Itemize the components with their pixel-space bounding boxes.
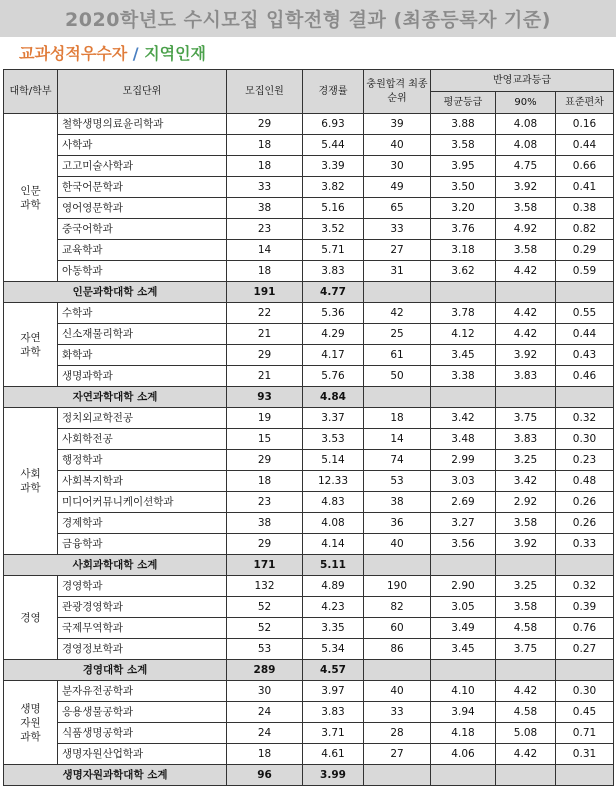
subtotal-empty — [364, 387, 431, 408]
ratio: 5.36 — [303, 303, 364, 324]
std-dev: 0.26 — [556, 513, 614, 534]
unit-name: 신소재물리학과 — [58, 324, 227, 345]
p90-grade: 3.75 — [496, 639, 556, 660]
avg-grade: 3.50 — [431, 177, 496, 198]
ratio: 4.14 — [303, 534, 364, 555]
final-rank: 33 — [364, 702, 431, 723]
table-row — [4, 702, 614, 723]
subtotal-empty — [556, 282, 614, 303]
college-name: 사회 과학 — [4, 408, 58, 555]
subtotal-empty — [496, 660, 556, 681]
std-dev: 0.16 — [556, 114, 614, 135]
subtotal-empty — [496, 387, 556, 408]
ratio: 3.37 — [303, 408, 364, 429]
quota: 30 — [227, 681, 303, 702]
p90-grade: 3.58 — [496, 240, 556, 261]
page-title: 2020학년도 수시모집 입학전형 결과 (최종등록자 기준) — [65, 9, 551, 31]
table-row — [4, 261, 614, 282]
ratio: 3.39 — [303, 156, 364, 177]
ratio: 5.34 — [303, 639, 364, 660]
avg-grade: 3.03 — [431, 471, 496, 492]
final-rank: 14 — [364, 429, 431, 450]
ratio: 3.83 — [303, 702, 364, 723]
ratio: 4.08 — [303, 513, 364, 534]
std-dev: 0.55 — [556, 303, 614, 324]
ratio: 4.23 — [303, 597, 364, 618]
unit-name: 중국어학과 — [58, 219, 227, 240]
subtotal-row — [4, 282, 614, 303]
subtotal-empty — [556, 555, 614, 576]
avg-grade: 3.62 — [431, 261, 496, 282]
quota: 23 — [227, 219, 303, 240]
final-rank: 49 — [364, 177, 431, 198]
subtotal-empty — [364, 555, 431, 576]
quota: 18 — [227, 744, 303, 765]
ratio: 5.14 — [303, 450, 364, 471]
p90-grade: 3.25 — [496, 450, 556, 471]
final-rank: 33 — [364, 219, 431, 240]
college-name: 인문 과학 — [4, 114, 58, 282]
table-row — [4, 513, 614, 534]
header-college: 대학/학부 — [4, 70, 58, 114]
unit-name: 화학과 — [58, 345, 227, 366]
unit-name: 미디어커뮤니케이션학과 — [58, 492, 227, 513]
subtotal-quota: 289 — [227, 660, 303, 681]
avg-grade: 2.99 — [431, 450, 496, 471]
table-header — [4, 70, 614, 114]
table-row — [4, 681, 614, 702]
unit-name: 경영정보학과 — [58, 639, 227, 660]
table-row — [4, 114, 614, 135]
subtotal-quota: 191 — [227, 282, 303, 303]
table-row — [4, 156, 614, 177]
ratio: 6.93 — [303, 114, 364, 135]
table-row — [4, 618, 614, 639]
avg-grade: 3.56 — [431, 534, 496, 555]
quota: 23 — [227, 492, 303, 513]
unit-name: 정치외교학전공 — [58, 408, 227, 429]
std-dev: 0.59 — [556, 261, 614, 282]
unit-name: 영어영문학과 — [58, 198, 227, 219]
p90-grade: 3.58 — [496, 198, 556, 219]
table-row — [4, 324, 614, 345]
quota: 24 — [227, 702, 303, 723]
p90-grade: 4.08 — [496, 114, 556, 135]
std-dev: 0.48 — [556, 471, 614, 492]
table-row — [4, 177, 614, 198]
subtotal-empty — [364, 765, 431, 786]
std-dev: 0.82 — [556, 219, 614, 240]
table-row — [4, 240, 614, 261]
table-row — [4, 723, 614, 744]
quota: 38 — [227, 198, 303, 219]
quota: 29 — [227, 114, 303, 135]
std-dev: 0.30 — [556, 681, 614, 702]
table-row — [4, 597, 614, 618]
subtotal-empty — [431, 765, 496, 786]
std-dev: 0.23 — [556, 450, 614, 471]
final-rank: 86 — [364, 639, 431, 660]
unit-name: 사회복지학과 — [58, 471, 227, 492]
quota: 21 — [227, 366, 303, 387]
quota: 53 — [227, 639, 303, 660]
std-dev: 0.66 — [556, 156, 614, 177]
final-rank: 25 — [364, 324, 431, 345]
final-rank: 40 — [364, 135, 431, 156]
subtotal-quota: 93 — [227, 387, 303, 408]
table-row — [4, 576, 614, 597]
unit-name: 응용생물공학과 — [58, 702, 227, 723]
unit-name: 고고미술사학과 — [58, 156, 227, 177]
p90-grade: 2.92 — [496, 492, 556, 513]
ratio: 12.33 — [303, 471, 364, 492]
unit-name: 아동학과 — [58, 261, 227, 282]
final-rank: 60 — [364, 618, 431, 639]
std-dev: 0.31 — [556, 744, 614, 765]
avg-grade: 3.49 — [431, 618, 496, 639]
p90-grade: 4.92 — [496, 219, 556, 240]
final-rank: 42 — [364, 303, 431, 324]
ratio: 3.71 — [303, 723, 364, 744]
p90-grade: 4.08 — [496, 135, 556, 156]
subtotal-row — [4, 555, 614, 576]
p90-grade: 3.92 — [496, 177, 556, 198]
subtotal-quota: 96 — [227, 765, 303, 786]
p90-grade: 3.92 — [496, 534, 556, 555]
unit-name: 분자유전공학과 — [58, 681, 227, 702]
unit-name: 생명자원산업학과 — [58, 744, 227, 765]
quota: 18 — [227, 156, 303, 177]
subtotal-empty — [431, 555, 496, 576]
std-dev: 0.39 — [556, 597, 614, 618]
table-row — [4, 639, 614, 660]
table-row — [4, 366, 614, 387]
subtotal-label: 경영대학 소계 — [4, 660, 227, 681]
table-row — [4, 219, 614, 240]
p90-grade: 4.58 — [496, 618, 556, 639]
subtotal-empty — [556, 660, 614, 681]
std-dev: 0.43 — [556, 345, 614, 366]
ratio: 5.71 — [303, 240, 364, 261]
subtotal-ratio: 4.84 — [303, 387, 364, 408]
ratio: 3.83 — [303, 261, 364, 282]
avg-grade: 3.18 — [431, 240, 496, 261]
quota: 29 — [227, 345, 303, 366]
p90-grade: 3.25 — [496, 576, 556, 597]
quota: 24 — [227, 723, 303, 744]
subtotal-empty — [556, 765, 614, 786]
std-dev: 0.32 — [556, 408, 614, 429]
subtotal-row — [4, 765, 614, 786]
unit-name: 철학생명의료윤리학과 — [58, 114, 227, 135]
table-row — [4, 303, 614, 324]
p90-grade: 3.42 — [496, 471, 556, 492]
avg-grade: 3.38 — [431, 366, 496, 387]
unit-name: 수학과 — [58, 303, 227, 324]
results-table — [3, 69, 614, 786]
avg-grade: 3.48 — [431, 429, 496, 450]
subtotal-empty — [556, 387, 614, 408]
ratio: 4.89 — [303, 576, 364, 597]
final-rank: 36 — [364, 513, 431, 534]
subtotal-ratio: 5.11 — [303, 555, 364, 576]
ratio: 5.76 — [303, 366, 364, 387]
table-row — [4, 450, 614, 471]
std-dev: 0.71 — [556, 723, 614, 744]
table-row — [4, 744, 614, 765]
p90-grade: 4.42 — [496, 744, 556, 765]
std-dev: 0.41 — [556, 177, 614, 198]
p90-grade: 4.42 — [496, 681, 556, 702]
avg-grade: 3.45 — [431, 639, 496, 660]
table-row — [4, 492, 614, 513]
header-rank: 충원합격 최종순위 — [364, 70, 431, 114]
final-rank: 27 — [364, 744, 431, 765]
avg-grade: 3.78 — [431, 303, 496, 324]
quota: 29 — [227, 450, 303, 471]
p90-grade: 4.75 — [496, 156, 556, 177]
subtotal-empty — [431, 387, 496, 408]
final-rank: 82 — [364, 597, 431, 618]
unit-name: 관광경영학과 — [58, 597, 227, 618]
ratio: 3.53 — [303, 429, 364, 450]
subtotal-label: 인문과학대학 소계 — [4, 282, 227, 303]
final-rank: 39 — [364, 114, 431, 135]
college-name: 자연 과학 — [4, 303, 58, 387]
final-rank: 61 — [364, 345, 431, 366]
std-dev: 0.32 — [556, 576, 614, 597]
title-banner — [0, 0, 616, 37]
unit-name: 국제무역학과 — [58, 618, 227, 639]
unit-name: 교육학과 — [58, 240, 227, 261]
unit-name: 한국어문학과 — [58, 177, 227, 198]
unit-name: 경제학과 — [58, 513, 227, 534]
subtotal-empty — [431, 660, 496, 681]
quota: 22 — [227, 303, 303, 324]
avg-grade: 4.18 — [431, 723, 496, 744]
unit-name: 식품생명공학과 — [58, 723, 227, 744]
subtotal-row — [4, 660, 614, 681]
table-row — [4, 135, 614, 156]
final-rank: 28 — [364, 723, 431, 744]
subtotal-ratio: 4.57 — [303, 660, 364, 681]
subtotal-empty — [496, 765, 556, 786]
std-dev: 0.27 — [556, 639, 614, 660]
std-dev: 0.76 — [556, 618, 614, 639]
final-rank: 50 — [364, 366, 431, 387]
ratio: 5.44 — [303, 135, 364, 156]
ratio: 3.97 — [303, 681, 364, 702]
final-rank: 40 — [364, 681, 431, 702]
p90-grade: 4.42 — [496, 303, 556, 324]
p90-grade: 4.42 — [496, 324, 556, 345]
college-name: 경영 — [4, 576, 58, 660]
subtitle-part1: 교과성적우수자 — [19, 44, 128, 63]
p90-grade: 3.83 — [496, 366, 556, 387]
avg-grade: 3.95 — [431, 156, 496, 177]
quota: 33 — [227, 177, 303, 198]
quota: 18 — [227, 261, 303, 282]
subtotal-empty — [364, 660, 431, 681]
unit-name: 사회학전공 — [58, 429, 227, 450]
subtotal-ratio: 3.99 — [303, 765, 364, 786]
subtitle-separator: / — [127, 44, 145, 63]
table-row — [4, 345, 614, 366]
unit-name: 생명과학과 — [58, 366, 227, 387]
final-rank: 53 — [364, 471, 431, 492]
final-rank: 74 — [364, 450, 431, 471]
subtotal-label: 사회과학대학 소계 — [4, 555, 227, 576]
final-rank: 40 — [364, 534, 431, 555]
avg-grade: 4.06 — [431, 744, 496, 765]
avg-grade: 3.27 — [431, 513, 496, 534]
header-grade-group: 반영교과등급 — [431, 70, 614, 92]
ratio: 4.17 — [303, 345, 364, 366]
ratio: 5.16 — [303, 198, 364, 219]
final-rank: 190 — [364, 576, 431, 597]
unit-name: 금융학과 — [58, 534, 227, 555]
p90-grade: 3.83 — [496, 429, 556, 450]
subtotal-empty — [496, 555, 556, 576]
quota: 14 — [227, 240, 303, 261]
std-dev: 0.45 — [556, 702, 614, 723]
quota: 29 — [227, 534, 303, 555]
table-row — [4, 198, 614, 219]
quota: 52 — [227, 618, 303, 639]
ratio: 3.35 — [303, 618, 364, 639]
quota: 21 — [227, 324, 303, 345]
std-dev: 0.44 — [556, 324, 614, 345]
quota: 132 — [227, 576, 303, 597]
quota: 52 — [227, 597, 303, 618]
subtotal-empty — [431, 282, 496, 303]
subtotal-quota: 171 — [227, 555, 303, 576]
avg-grade: 2.69 — [431, 492, 496, 513]
subtotal-label: 생명자원과학대학 소계 — [4, 765, 227, 786]
header-std: 표준편차 — [556, 92, 614, 114]
final-rank: 18 — [364, 408, 431, 429]
p90-grade: 4.42 — [496, 261, 556, 282]
unit-name: 사학과 — [58, 135, 227, 156]
avg-grade: 3.76 — [431, 219, 496, 240]
p90-grade: 3.58 — [496, 513, 556, 534]
final-rank: 27 — [364, 240, 431, 261]
avg-grade: 4.10 — [431, 681, 496, 702]
p90-grade: 4.58 — [496, 702, 556, 723]
college-name: 생명 자원 과학 — [4, 681, 58, 765]
ratio: 3.52 — [303, 219, 364, 240]
avg-grade: 2.90 — [431, 576, 496, 597]
header-quota: 모집인원 — [227, 70, 303, 114]
unit-name: 행정학과 — [58, 450, 227, 471]
header-avg: 평균등급 — [431, 92, 496, 114]
avg-grade: 3.45 — [431, 345, 496, 366]
std-dev: 0.44 — [556, 135, 614, 156]
avg-grade: 3.58 — [431, 135, 496, 156]
unit-name: 경영학과 — [58, 576, 227, 597]
ratio: 4.29 — [303, 324, 364, 345]
header-p90: 90% — [496, 92, 556, 114]
quota: 18 — [227, 135, 303, 156]
ratio: 4.83 — [303, 492, 364, 513]
avg-grade: 4.12 — [431, 324, 496, 345]
header-ratio: 경쟁률 — [303, 70, 364, 114]
std-dev: 0.29 — [556, 240, 614, 261]
quota: 19 — [227, 408, 303, 429]
quota: 15 — [227, 429, 303, 450]
subtotal-empty — [364, 282, 431, 303]
std-dev: 0.26 — [556, 492, 614, 513]
p90-grade: 3.92 — [496, 345, 556, 366]
avg-grade: 3.05 — [431, 597, 496, 618]
final-rank: 31 — [364, 261, 431, 282]
subtotal-label: 자연과학대학 소계 — [4, 387, 227, 408]
avg-grade: 3.20 — [431, 198, 496, 219]
ratio: 4.61 — [303, 744, 364, 765]
subtotal-row — [4, 387, 614, 408]
subtitle — [19, 41, 206, 67]
final-rank: 65 — [364, 198, 431, 219]
header-unit: 모집단위 — [58, 70, 227, 114]
subtotal-ratio: 4.77 — [303, 282, 364, 303]
p90-grade: 5.08 — [496, 723, 556, 744]
p90-grade: 3.75 — [496, 408, 556, 429]
table-row — [4, 534, 614, 555]
std-dev: 0.38 — [556, 198, 614, 219]
quota: 38 — [227, 513, 303, 534]
subtitle-part2: 지역인재 — [144, 44, 207, 63]
quota: 18 — [227, 471, 303, 492]
avg-grade: 3.88 — [431, 114, 496, 135]
std-dev: 0.33 — [556, 534, 614, 555]
std-dev: 0.30 — [556, 429, 614, 450]
table-body — [4, 114, 614, 786]
table-row — [4, 429, 614, 450]
avg-grade: 3.94 — [431, 702, 496, 723]
subtotal-empty — [496, 282, 556, 303]
final-rank: 30 — [364, 156, 431, 177]
avg-grade: 3.42 — [431, 408, 496, 429]
p90-grade: 3.58 — [496, 597, 556, 618]
ratio: 3.82 — [303, 177, 364, 198]
std-dev: 0.46 — [556, 366, 614, 387]
final-rank: 38 — [364, 492, 431, 513]
table-row — [4, 471, 614, 492]
table-row — [4, 408, 614, 429]
